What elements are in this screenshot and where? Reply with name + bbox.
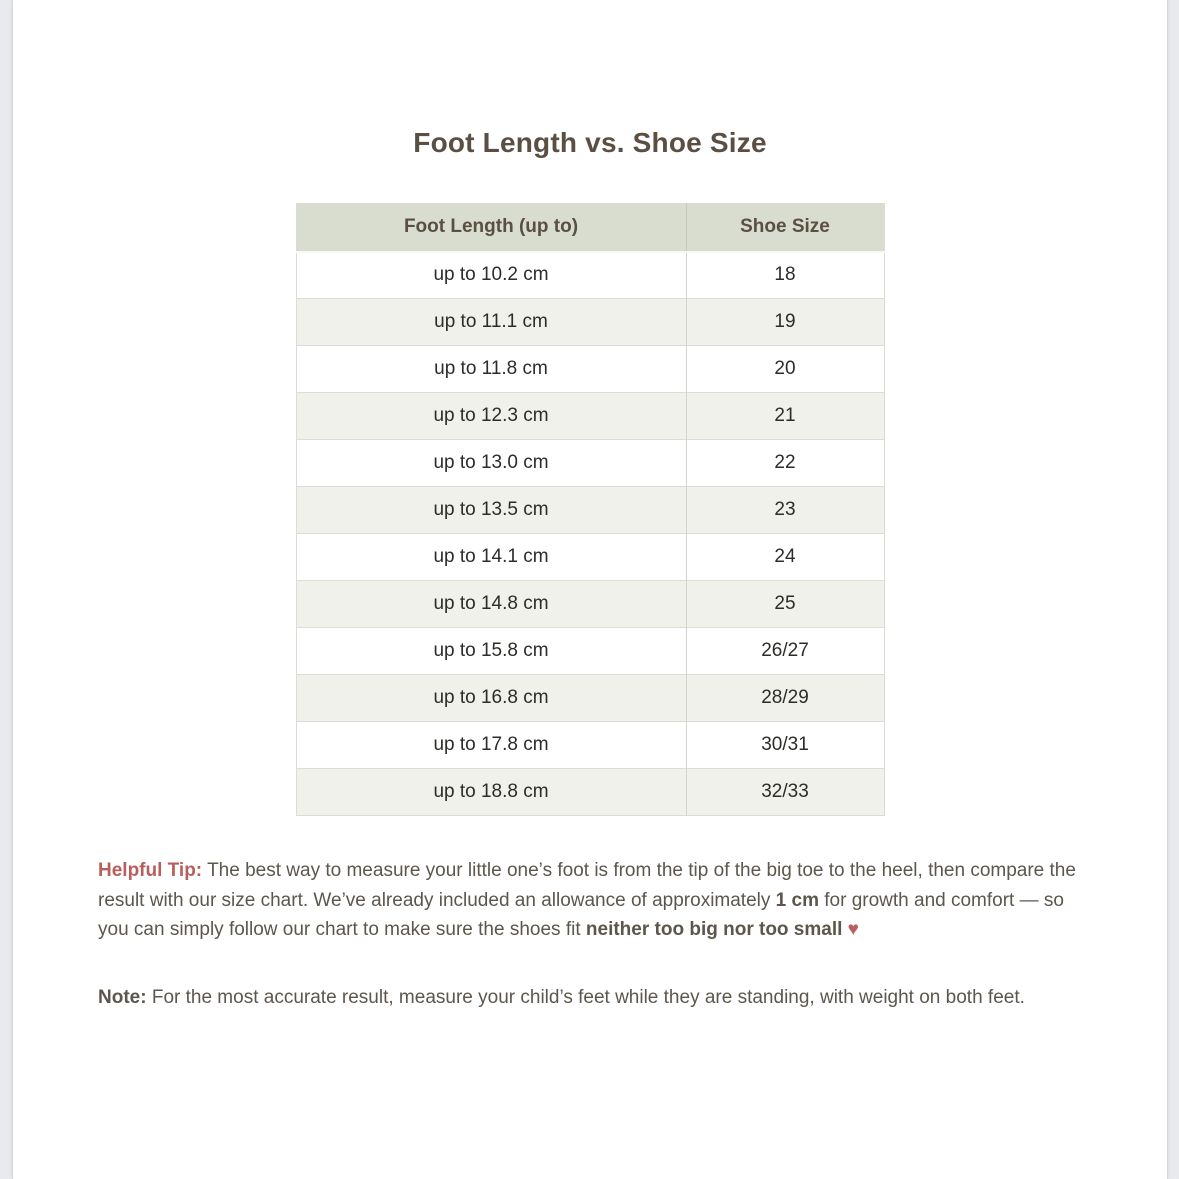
foot-length-cell: up to 14.1 cm <box>296 534 686 581</box>
shoe-size-cell: 19 <box>686 299 884 346</box>
shoe-size-cell: 25 <box>686 581 884 628</box>
foot-length-cell: up to 13.5 cm <box>296 487 686 534</box>
foot-length-cell: up to 13.0 cm <box>296 440 686 487</box>
foot-length-cell: up to 14.8 cm <box>296 581 686 628</box>
shoe-size-cell: 26/27 <box>686 628 884 675</box>
table-row <box>296 252 884 299</box>
shoe-size-cell: 18 <box>686 252 884 299</box>
document-card <box>12 0 1168 1179</box>
table-row <box>296 393 884 440</box>
shoe-size-cell: 24 <box>686 534 884 581</box>
table-header-row <box>296 204 884 252</box>
column-header-shoe-size: Shoe Size <box>686 204 884 252</box>
foot-length-cell: up to 16.8 cm <box>296 675 686 722</box>
page-title: Foot Length vs. Shoe Size <box>413 127 767 158</box>
table-row <box>296 769 884 816</box>
table-row <box>296 299 884 346</box>
shoe-size-cell: 28/29 <box>686 675 884 722</box>
tip-bold-allowance: 1 cm <box>775 889 819 911</box>
note-paragraph <box>98 983 1082 1013</box>
table-row <box>296 581 884 628</box>
table-row <box>296 628 884 675</box>
foot-length-cell: up to 10.2 cm <box>296 252 686 299</box>
tip-bold-fit: neither too big nor too small <box>585 919 843 940</box>
foot-length-cell: up to 11.1 cm <box>296 299 686 346</box>
table-row <box>296 440 884 487</box>
column-header-foot-length: Foot Length (up to) <box>296 204 686 252</box>
heart-icon: ♥ <box>847 919 859 940</box>
foot-length-cell: up to 11.8 cm <box>296 346 686 393</box>
helpful-tip-label: Helpful Tip: <box>98 860 203 881</box>
table-row <box>296 487 884 534</box>
tip-text: for growth and comfort — so you can simply follow our chart to make sure the shoes fit <box>98 889 1064 940</box>
foot-length-cell: up to 12.3 cm <box>296 393 686 440</box>
foot-length-cell: up to 17.8 cm <box>296 722 686 769</box>
note-label: Note: <box>98 986 147 1008</box>
foot-length-cell: up to 18.8 cm <box>296 769 686 816</box>
shoe-size-cell: 32/33 <box>686 769 884 816</box>
shoe-size-cell: 20 <box>686 346 884 393</box>
shoe-size-cell: 21 <box>686 393 884 440</box>
tip-text: The best way to measure your little one’s foot is from the tip of the big toe to the heel, then compare the result with our size chart. We’ve already included an allowance of approximately <box>98 860 1076 911</box>
shoe-size-cell: 30/31 <box>686 722 884 769</box>
shoe-size-cell: 23 <box>686 487 884 534</box>
note-text: For the most accurate result, measure your child’s feet while they are standing, with weight on both feet. <box>146 986 1025 1008</box>
helpful-tip-paragraph <box>98 856 1082 945</box>
foot-length-cell: up to 15.8 cm <box>296 628 686 675</box>
size-chart-table <box>296 203 885 816</box>
table-row <box>296 675 884 722</box>
table-row <box>296 346 884 393</box>
table-row <box>296 722 884 769</box>
table-row <box>296 534 884 581</box>
shoe-size-cell: 22 <box>686 440 884 487</box>
